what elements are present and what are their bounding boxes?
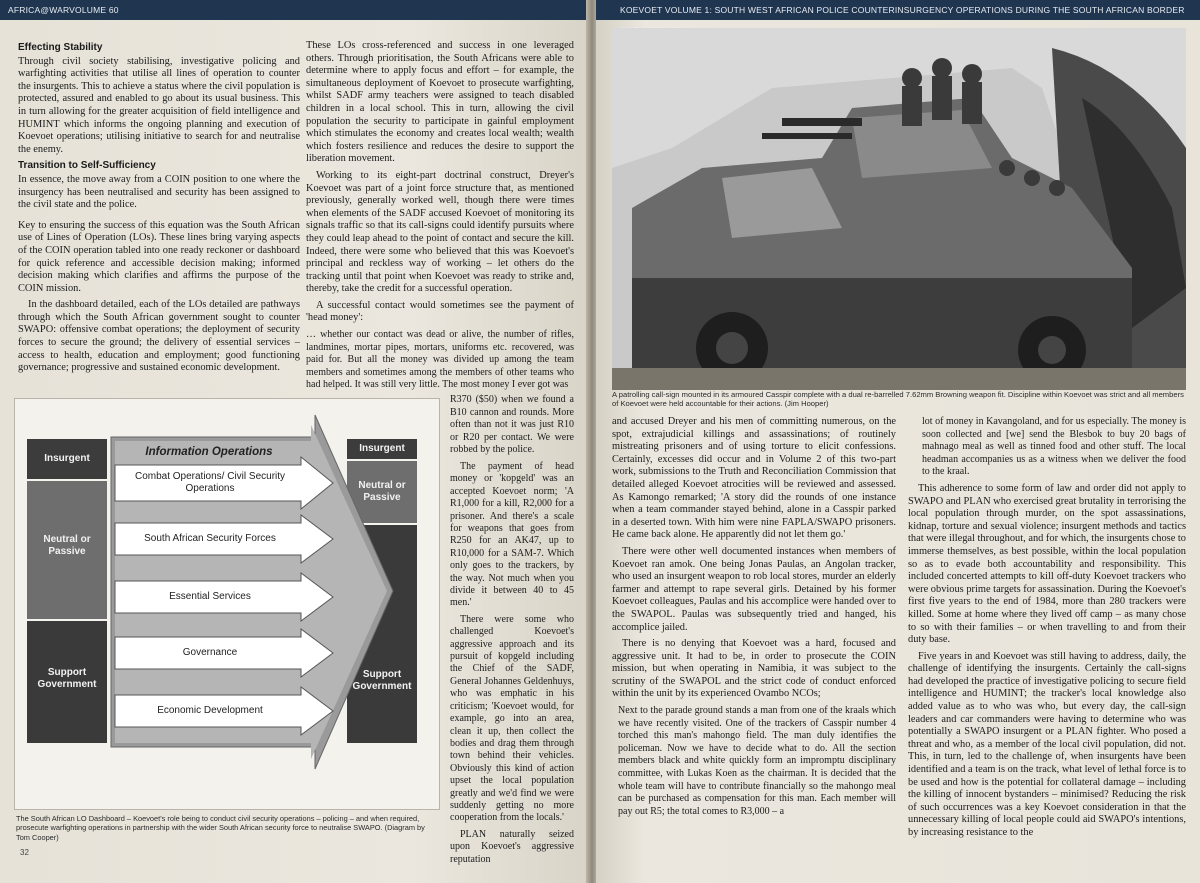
line-security-label: South African Security Forces <box>144 533 276 544</box>
insurgent-right-label: Insurgent <box>359 443 405 454</box>
line-combat-label: Combat Operations/ Civil Security Operations <box>134 471 286 494</box>
line-essential-label: Essential Services <box>169 591 251 602</box>
paragraph: There were some who challenged Koevoet's aggressive approach and its pursuit of kopgeld including the Chief of the SADF, General Johannes Geldenhuys, who was emphatic in his criticism; 'Koevoet would, for example, go into an area, clean it up, then collect the bodies and drag them through town behind their vehicles. Obviously this kind of action upset the local population greatly and we'd find we were suddenly getting no more cooperation from the locals.' <box>450 613 574 824</box>
left-column-1 <box>18 40 300 379</box>
left-running-head: AFRICA@WARVOLUME 60 <box>0 0 588 20</box>
disciplinary-quote: Next to the parade ground stands a man from one of the kraals which we have recently visited. One of the trackers of Casspir number 4 torched this man's mahongo field. The man duly identifies the policeman. Now we have to decide what to do. All the section members black and white quickly form an impromptu disciplinary committee, with Lukas Koen as the chairman. It is decided that the whole team will have to contribute financially so the mahongo meal can be purchased as compensation for this man. Each member will pay out R5; the total comes to R3,000 – a <box>618 705 896 817</box>
right-column-2 <box>908 416 1186 844</box>
casspir-photo <box>612 28 1186 390</box>
head-money-quote-cont: R370 ($50) when we found a B10 cannon and rounds. More often than not it was just R10 or R20 per contact. We were robbed by the police. <box>450 394 574 456</box>
neutral-left-label: Neutral or Passive <box>43 534 91 557</box>
neutral-right-label: Neutral or Passive <box>358 480 406 503</box>
paragraph: These LOs cross-referenced and success in one leveraged others. Through prioritisation, the South Africans were able to determine where to apply focus and effort – for example, the simultaneous deployment of Koevoet to prosecute warfighting, whilst SADF army teachers were assigned to teach disabled children in a local school. This in turn, allowing the civil population the security to participate in gainful employment which stimulates the economy and creates local wealth; wealth which fosters resilience and reduces the desire to support the liberation movement. <box>306 40 574 165</box>
left-column-2-lower <box>450 394 574 870</box>
section-heading: Effecting Stability <box>18 42 103 53</box>
information-operations-label: Information Operations <box>145 446 273 458</box>
head-money-quote: … whether our contact was dead or alive, the number of rifles, landmines, mortar pipes, mortars, uniforms etc. recovered, was paid for. But all the money was divided up among the team members and sometimes among the members of other teams who had helped. It was still very little. The most money I ever got was <box>306 329 574 391</box>
right-column-1 <box>612 416 896 822</box>
paragraph: This adherence to some form of law and order did not apply to SWAPO and PLAN who exercised great brutality in terrorising the local population through murder, on the spot assassinations, kidnap, torture and sexual violence; insurgent methods and tactics that were illegal throughout, and for which, the insurgents chose to immerse themselves, as best possible, within the local population so as to evade both accountability and responsibility. This included concerted attempts to kill off-duty Koevoet trackers who were obvious prime targets for assassination. During the Koevoet's first five years to the end of 1984, more than 280 trackers were killed. Some at home where they lived off camp – as many chose to so with their families – or when travelling to and from their duty base. <box>908 482 1186 646</box>
photo-caption: A patrolling call-sign mounted in its armoured Casspir complete with a dual re-barrelled 7.62mm Browning weapon fit. Discipline within Koevoet was strict and all members of Koevoet were held accountable for their actions. (Jim Hooper) <box>612 390 1184 409</box>
lo-dashboard-diagram <box>14 398 440 810</box>
support-right-label: Support Government <box>352 669 412 692</box>
paragraph: A successful contact would sometimes see the payment of 'head money': <box>306 299 574 324</box>
line-economic-label: Economic Development <box>157 705 263 716</box>
diagram-caption: The South African LO Dashboard – Koevoet's role being to conduct civil security operations – policing – and when required, prosecute warfighting operations in partnership with the wider South African security force to neutralise SWAPO. (Diagram by Tom Cooper) <box>16 814 425 842</box>
paragraph: Working to its eight-part doctrinal construct, Dreyer's Koevoet was part of a joint force structure that, as mentioned previously, generally worked well, though there were times when elements of the SADF accused Koevoet of monitoring its signals traffic so that its call-signs could identify pursuits where they could leap ahead to the point of contact and secure the kill. Indeed, there were some who believed that this was Koevoet's principal and reckless way of working – let others do the tracking until that point when Koevoet was ready to strike and, thereby, take the credit for a successful operation. <box>306 169 574 295</box>
paragraph: There is no denying that Koevoet was a hard, focused and aggressive unit. It had to be, in order to prosecute the COIN mission, but when operating in Namibia, it was subject to the scrutiny of the SWAPOL and the strict code of conduct enforced within the unit by its experienced Ovambo NCOs; <box>612 638 896 700</box>
paragraph: Five years in and Koevoet was still having to address, daily, the challenge of identifying the insurgents. Certainly the call-signs had developed the practice of investigative policing to secure field intelligence and HUMINT; the tracker's local knowledge also added value as to who was who, but every day, the call-sign leaders and car commanders were having to determine who was potentially a SWAPO insurgent or a PLAN fighter. Who posed a threat and who, as a member of the local civil population, did not. This, in turn, led to the challenge of, when insurgents have been identified and a team is on the track, what level of lethal force is to be used and how is the potential for collateral damage – including the killing of innocent bystanders – minimised? Reducing the risk of such occurrences was a key Koevoet consideration in that the unnecessary killing of local people could aid SWAPO's intentions, by increasing resistance to the <box>908 650 1186 838</box>
paragraph: Through civil society stabilising, investigative policing and warfighting activities that utilise all lines of operation to counter the insurgents. This to achieve a status where the civil population is protected, assured and enabled to go about its usual business. This in turn allowing for the greater acquisition of field intelligence and HUMINT which informs the ongoing planning and execution of Koevoet operations; utilising initiative to search for and neutralise the enemy. <box>18 55 300 155</box>
right-page <box>596 0 1200 883</box>
paragraph: The payment of head money or 'kopgeld' was an accepted Koevoet norm; 'A R1,000 for a kill, R2,000 for a prisoner. And there's a scale for weapons that goes from R250 for an AK47, up to R10,000 for a SAM-7. Which only goes to the trackers, by the way. Not much when you divide it between 40 to 45 men.' <box>450 460 574 609</box>
left-page <box>0 0 588 883</box>
support-left-label: Support Government <box>37 667 97 690</box>
left-column-2 <box>306 40 574 396</box>
line-governance-label: Governance <box>182 647 238 658</box>
paragraph: PLAN naturally seized upon Koevoet's aggressive reputation <box>450 828 574 865</box>
paragraph: and accused Dreyer and his men of committing numerous, on the spot, extrajudicial killings and assassinations; of routinely mistreating prisoners and of using torture to elicit confessions. Certainly, excesses did occur and in Volume 2 of this two-part work, submissions to the Truth and Reconciliation Commission that detailed alleged Koevoet atrocities will be reviewed and assessed. As Kamongo remarked; 'A story did the rounds of one instance when a team commander stayed behind, alone in a Casspir parked in a deserted town. With him were nine FAPLA/SWAPO prisoners. He came back alone. He apparently did not let them go.' <box>612 416 896 541</box>
paragraph: Key to ensuring the success of this equation was the South African use of Lines of Operation (LOs). These lines bring varying aspects of the COIN operation tabled into one ready reckoner or dashboard for quick reference and accessible decision making; informed decision making which clarifies and affirms the purpose of the COIN mission. <box>18 219 300 294</box>
paragraph: There were other well documented instances when members of Koevoet ran amok. One being Jonas Paulas, an Angolan tracker, who used an insurgent weapon to rob local stores, murder an elderly farmer and attempt to rape several girls. Detained by his former Koevoet colleagues, Paulas and his accomplice were handed over to the SWAPOL. Paulas was subsequently tried and hanged, his accomplice jailed. <box>612 545 896 633</box>
paragraph: In essence, the move away from a COIN position to one where the insurgency has been neutralised and security has been assigned to the civil state and the police. <box>18 173 300 211</box>
section-heading: Transition to Self-Sufficiency <box>18 160 156 172</box>
paragraph: In the dashboard detailed, each of the LOs detailed are pathways through which the South African government sought to counter SWAPO: offensive combat operations; the deployment of security forces to secure the ground; the delivery of essential services – access to health, education and employment; good functioning governance; progressive and sustained economic development. <box>18 299 300 374</box>
photo-graphic <box>612 28 1186 390</box>
right-running-head: KOEVOET VOLUME 1: SOUTH WEST AFRICAN POLICE COUNTERINSURGENCY OPERATIONS DURING THE SOUTH AFRICAN BORDER <box>596 0 1200 20</box>
disciplinary-quote-cont: lot of money in Kavangoland, and for us especially. The money is soon collected and [we] send the Blesbok to buy 20 bags of mahnago meal as well as tinned food and other stuff. The local headman accompanies us as a witness when we deliver the food to the kraal. <box>922 416 1186 478</box>
left-folio: 32 <box>20 848 29 857</box>
insurgent-left-label: Insurgent <box>44 453 90 464</box>
